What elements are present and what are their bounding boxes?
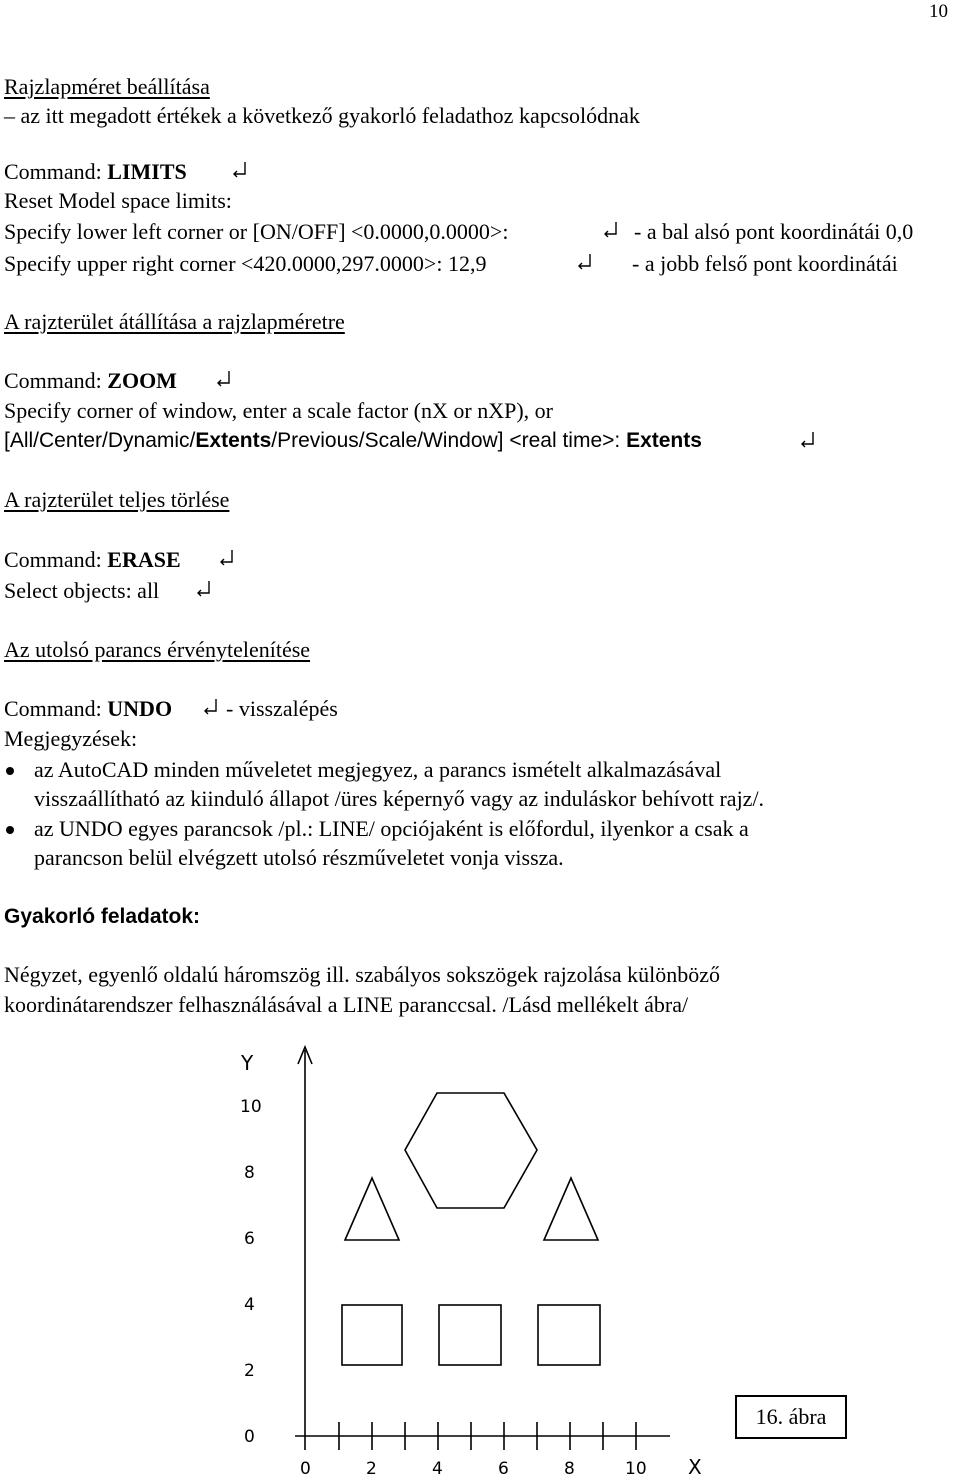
- bullet-icon: [6, 826, 14, 834]
- command-name: LIMITS: [107, 159, 187, 184]
- x-tick-label: 6: [498, 1459, 509, 1475]
- x-axis-label: X: [688, 1455, 702, 1475]
- note-2-line-1: az UNDO egyes parancsok /pl.: LINE/ opciójaként is előfordul, ilyenkor a csak a: [34, 816, 749, 841]
- y-tick-label: 2: [244, 1361, 255, 1381]
- section-title-undo: Az utolsó parancs érvénytelenítése: [4, 637, 311, 662]
- square-shape-3: [538, 1305, 600, 1365]
- enter-arrow-icon: [216, 368, 232, 390]
- limits-line-upper-right: Specify upper right corner <420.0000,297.0000>: 12,9: [4, 251, 487, 276]
- square-shape-2: [439, 1305, 501, 1365]
- command-limits: [4, 159, 187, 185]
- command-prefix: Command:: [4, 696, 108, 721]
- exercise-line-1: Négyzet, egyenlő oldalú háromszög ill. szabályos sokszögek rajzolása különböző: [4, 962, 721, 987]
- limits-note-upper-right: - a jobb felső pont koordinátái: [632, 251, 898, 276]
- limits-line-reset: Reset Model space limits:: [4, 188, 232, 213]
- x-tick-label: 0: [300, 1459, 311, 1475]
- y-tick-label: 6: [244, 1229, 255, 1249]
- zoom-line-options: [4, 428, 702, 454]
- enter-arrow-icon: [196, 578, 212, 600]
- command-zoom: [4, 368, 177, 394]
- enter-arrow-icon: [577, 251, 593, 273]
- note-1-line-2: visszaállítható az kiinduló állapot /üres képernyő vagy az induláskor behívott rajz/.: [34, 786, 765, 811]
- command-name: ERASE: [107, 547, 181, 572]
- undo-note: - visszalépés: [226, 696, 338, 721]
- square-shape-1: [342, 1305, 402, 1365]
- answer-extents: Extents: [626, 429, 702, 452]
- y-tick-label: 10: [240, 1097, 262, 1117]
- command-erase: [4, 547, 181, 573]
- coordinate-diagram: [200, 1030, 720, 1475]
- command-prefix: Command:: [4, 547, 108, 572]
- limits-line-lower-left: Specify lower left corner or [ON/OFF] <0.0000,0.0000>:: [4, 219, 509, 244]
- page-number: 10: [929, 1, 948, 22]
- enter-arrow-icon: [203, 696, 219, 718]
- triangle-shape-1: [345, 1178, 399, 1240]
- section-title-limits: Rajzlapméret beállítása: [4, 74, 210, 99]
- bullet-icon: [6, 767, 14, 775]
- figure-label: 16. ábra: [735, 1395, 847, 1439]
- enter-arrow-icon: [232, 159, 248, 181]
- erase-line-select: Select objects: all: [4, 578, 160, 603]
- y-axis-label: Y: [241, 1051, 254, 1075]
- notes-title: Megjegyzések:: [4, 726, 138, 751]
- enter-arrow-icon: [603, 219, 619, 241]
- zoom-line-prompt: Specify corner of window, enter a scale factor (nX or nXP), or: [4, 398, 553, 423]
- command-undo: [4, 696, 172, 722]
- y-tick-label: 0: [244, 1427, 255, 1447]
- options-text: [All/Center/Dynamic/: [4, 429, 196, 452]
- enter-arrow-icon: [800, 429, 816, 451]
- section-title-zoom: A rajzterület átállítása a rajzlapméretre: [4, 309, 345, 334]
- enter-arrow-icon: [219, 547, 235, 569]
- note-2-line-2: parancson belül elvégzett utolsó részműveletet vonja vissza.: [34, 845, 564, 870]
- command-name: ZOOM: [107, 368, 177, 393]
- note-1-line-1: az AutoCAD minden műveletet megjegyez, a parancs ismételt alkalmazásával: [34, 757, 722, 782]
- section-title-erase: A rajzterület teljes törlése: [4, 487, 230, 512]
- x-tick-label: 2: [366, 1459, 377, 1475]
- x-tick-label: 4: [432, 1459, 443, 1475]
- x-tick-label: 8: [564, 1459, 575, 1475]
- command-prefix: Command:: [4, 368, 108, 393]
- command-name: UNDO: [107, 696, 173, 721]
- triangle-shape-2: [544, 1178, 598, 1240]
- section-subtitle: – az itt megadott értékek a következő gyakorló feladathoz kapcsolódnak: [4, 103, 640, 128]
- y-tick-label: 4: [244, 1295, 255, 1315]
- command-prefix: Command:: [4, 159, 108, 184]
- hexagon-shape: [405, 1093, 537, 1208]
- option-extents: Extents: [195, 429, 272, 452]
- section-title-exercises: Gyakorló feladatok:: [4, 905, 201, 928]
- limits-note-lower-left: - a bal alsó pont koordinátái 0,0: [634, 219, 914, 244]
- y-tick-label: 8: [244, 1163, 255, 1183]
- x-tick-label: 10: [625, 1459, 647, 1475]
- exercise-line-2: koordinátarendszer felhasználásával a LINE paranccsal. /Lásd mellékelt ábra/: [4, 992, 689, 1017]
- options-text: /Previous/Scale/Window] <real time>:: [271, 429, 627, 452]
